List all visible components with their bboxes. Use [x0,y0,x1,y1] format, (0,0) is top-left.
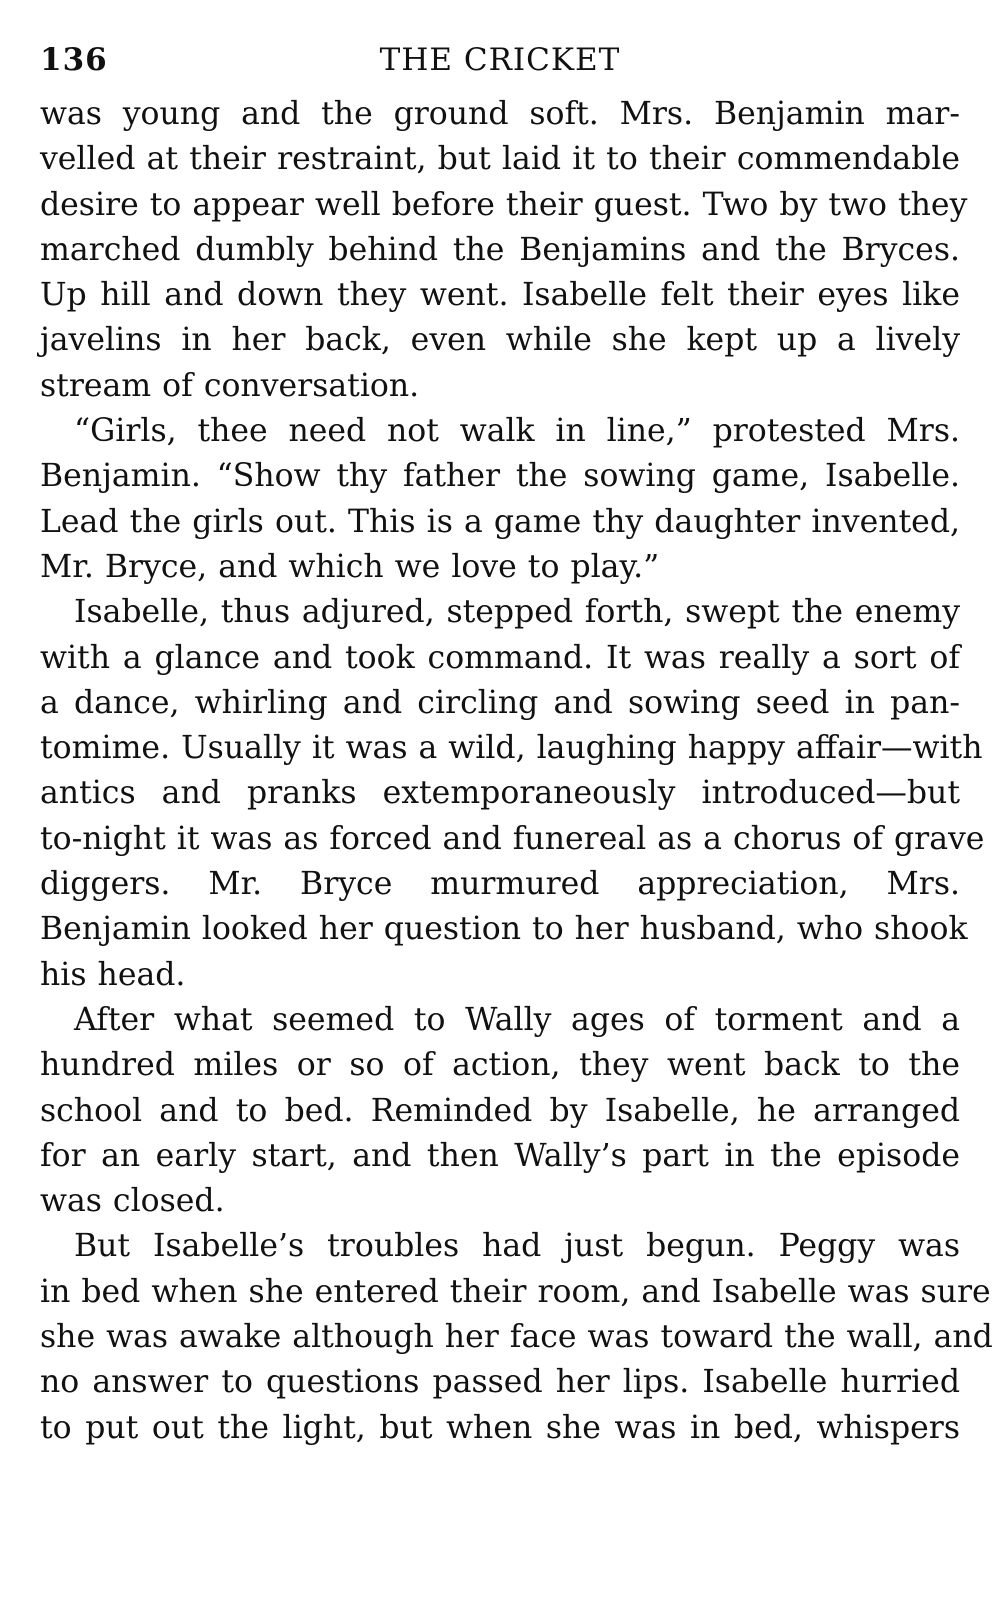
text-line: Mr. Bryce, and which we love to play.” [40,548,660,585]
paragraph-start: “Girls, thee need not walk in line,” protested Mrs. [74,413,960,450]
text-line: a dance, whirling and circling and sowing seed in pan- [40,684,960,721]
text-line: his head. [40,956,186,993]
text-line: diggers. Mr. Bryce murmured appreciation, Mrs. [40,866,960,903]
page-number: 136 [40,42,108,78]
text-line: in bed when she entered their room, and Isabelle was sure [40,1273,991,1310]
text-line: to-night it was as forced and funereal as a chorus of grave [40,820,985,857]
text-line: school and to bed. Reminded by Isabelle, he arranged [40,1092,960,1129]
text-line: was young and the ground soft. Mrs. Benjamin mar- [40,96,960,132]
text-line: Benjamin looked her question to her husband, who shook [40,911,968,948]
text-line: Benjamin. “Show thy father the sowing game, Isabelle. [40,458,960,495]
text-line: she was awake although her face was toward the wall, and [40,1319,993,1356]
text-line: to put out the light, but when she was in bed, whispers [40,1409,960,1446]
text-line: marched dumbly behind the Benjamins and the Bryces. [40,231,960,268]
text-line: desire to appear well before their guest. Two by two they [40,186,968,223]
text-line: tomime. Usually it was a wild, laughing happy affair—with [40,730,983,767]
text-line: hundred miles or so of action, they went back to the [40,1047,960,1084]
text-line: with a glance and took command. It was really a sort of [40,639,960,676]
text-line: Up hill and down they went. Isabelle felt their eyes like [40,277,960,314]
text-line: Lead the girls out. This is a game thy daughter invented, [40,503,960,540]
running-title: THE CRICKET [379,42,621,78]
text-line: stream of conversation. [40,367,420,404]
paragraph-start: Isabelle, thus adjured, stepped forth, swept the enemy [74,594,960,631]
text-line: javelins in her back, even while she kept up a lively [40,322,960,359]
text-line: antics and pranks extemporaneously introduced—but [40,775,960,812]
text-line: for an early start, and then Wally’s part in the episode [40,1137,960,1174]
text-line: velled at their restraint, but laid it to their commendable [40,141,960,178]
text-line: was closed. [40,1183,225,1220]
text-line: no answer to questions passed her lips. Isabelle hurried [40,1364,960,1401]
running-head [40,38,960,82]
body-text [40,92,993,1451]
paragraph-start: But Isabelle’s troubles had just begun. Peggy was [74,1228,960,1265]
paragraph-start: After what seemed to Wally ages of torment and a [74,1001,960,1038]
